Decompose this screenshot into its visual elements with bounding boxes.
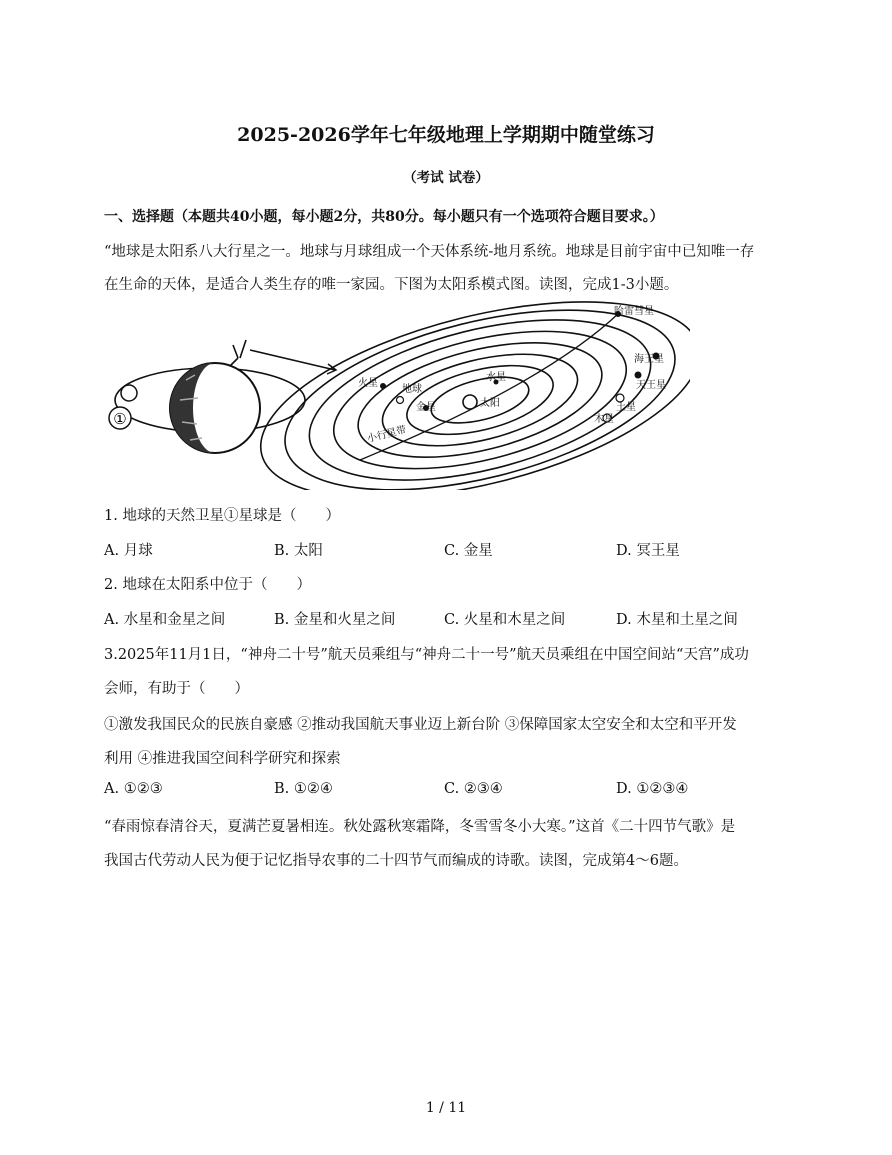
q3-line3: ①激发我国民众的民族自豪感 ②推动我国航天事业迈上新台阶 ③保障国家太空安全和太空和平开发 [104, 717, 737, 733]
q1-stem: 1. 地球的天然卫星①星球是（ ） [104, 508, 340, 524]
q3-option-c: C. ②③④ [444, 781, 503, 797]
label-asteroid-belt: 小行星带 [366, 424, 408, 445]
q1-option-d: D. 冥王星 [616, 543, 680, 559]
q3-option-d: D. ①②③④ [616, 781, 689, 797]
q1-option-c: C. 金星 [444, 543, 493, 559]
q2-option-a: A. 水星和金星之间 [104, 612, 226, 628]
page-subtitle: （考试 试卷） [403, 170, 489, 186]
solar-system-diagram [100, 300, 690, 490]
pointer-arrow [250, 350, 335, 370]
q2-stem: 2. 地球在太阳系中位于（ ） [104, 577, 311, 593]
label-mars: 火星 [358, 378, 378, 389]
q2-option-d: D. 木星和土星之间 [616, 612, 738, 628]
page-title: 2025-2026学年七年级地理上学期期中随堂练习 [237, 124, 655, 146]
q2-option-c: C. 火星和木星之间 [444, 612, 566, 628]
planet-saturn [616, 394, 624, 402]
section-heading: 一、选择题（本题共40小题，每小题2分，共80分。每小题只有一个选项符合题目要求。） [104, 209, 664, 225]
page-number: 1 / 11 [425, 1100, 467, 1116]
sun-body [463, 395, 477, 409]
label-saturn: 土星 [616, 402, 636, 413]
label-uranus: 天王星 [636, 380, 666, 391]
planet-earth [397, 397, 404, 404]
q3-line1: 3.2025年11月1日，“神舟二十号”航天员乘组与“神舟二十一号”航天员乘组在中国空间站“天宫”成功 [104, 647, 749, 663]
intro2-line2: 我国古代劳动人民为便于记忆指导农事的二十四节气而编成的诗歌。读图，完成第4～6题。 [104, 853, 688, 869]
label-venus: 金星 [416, 402, 436, 413]
label-neptune: 海王星 [634, 354, 664, 365]
label-jupiter: 木星 [594, 414, 614, 425]
q3-option-a: A. ①②③ [104, 781, 163, 797]
intro1-line1: “地球是太阳系八大行星之一。地球与月球组成一个天体系统-地月系统。地球是目前宇宙中已知唯一存 [104, 244, 755, 260]
planet-uranus [635, 372, 642, 379]
q1-option-a: A. 月球 [104, 543, 153, 559]
q3-line4: 利用 ④推进我国空间科学研究和探索 [104, 751, 341, 767]
q1-option-b: B. 太阳 [274, 543, 323, 559]
q3-line2: 会师，有助于（ ） [104, 681, 249, 697]
q3-option-b: B. ①②④ [274, 781, 333, 797]
label-mercury: 水星 [486, 372, 506, 383]
moon-body [121, 385, 137, 401]
intro2-line1: “春雨惊春清谷天，夏满芒夏暑相连。秋处露秋寒霜降，冬雪雪冬小大寒。”这首《二十四节气歌》是 [104, 819, 736, 835]
marker-label: ① [113, 410, 127, 428]
earth-axis [230, 340, 246, 366]
solar-system-figure [100, 300, 690, 490]
q2-option-b: B. 金星和火星之间 [274, 612, 396, 628]
label-comet: 哈雷彗星 [614, 306, 654, 317]
label-sun: 太阳 [480, 398, 500, 409]
label-earth: 地球 [402, 384, 422, 395]
intro1-line2: 在生命的天体，是适合人类生存的唯一家园。下图为太阳系模式图。读图，完成1-3小题。 [104, 277, 679, 293]
planet-mars [380, 383, 386, 389]
